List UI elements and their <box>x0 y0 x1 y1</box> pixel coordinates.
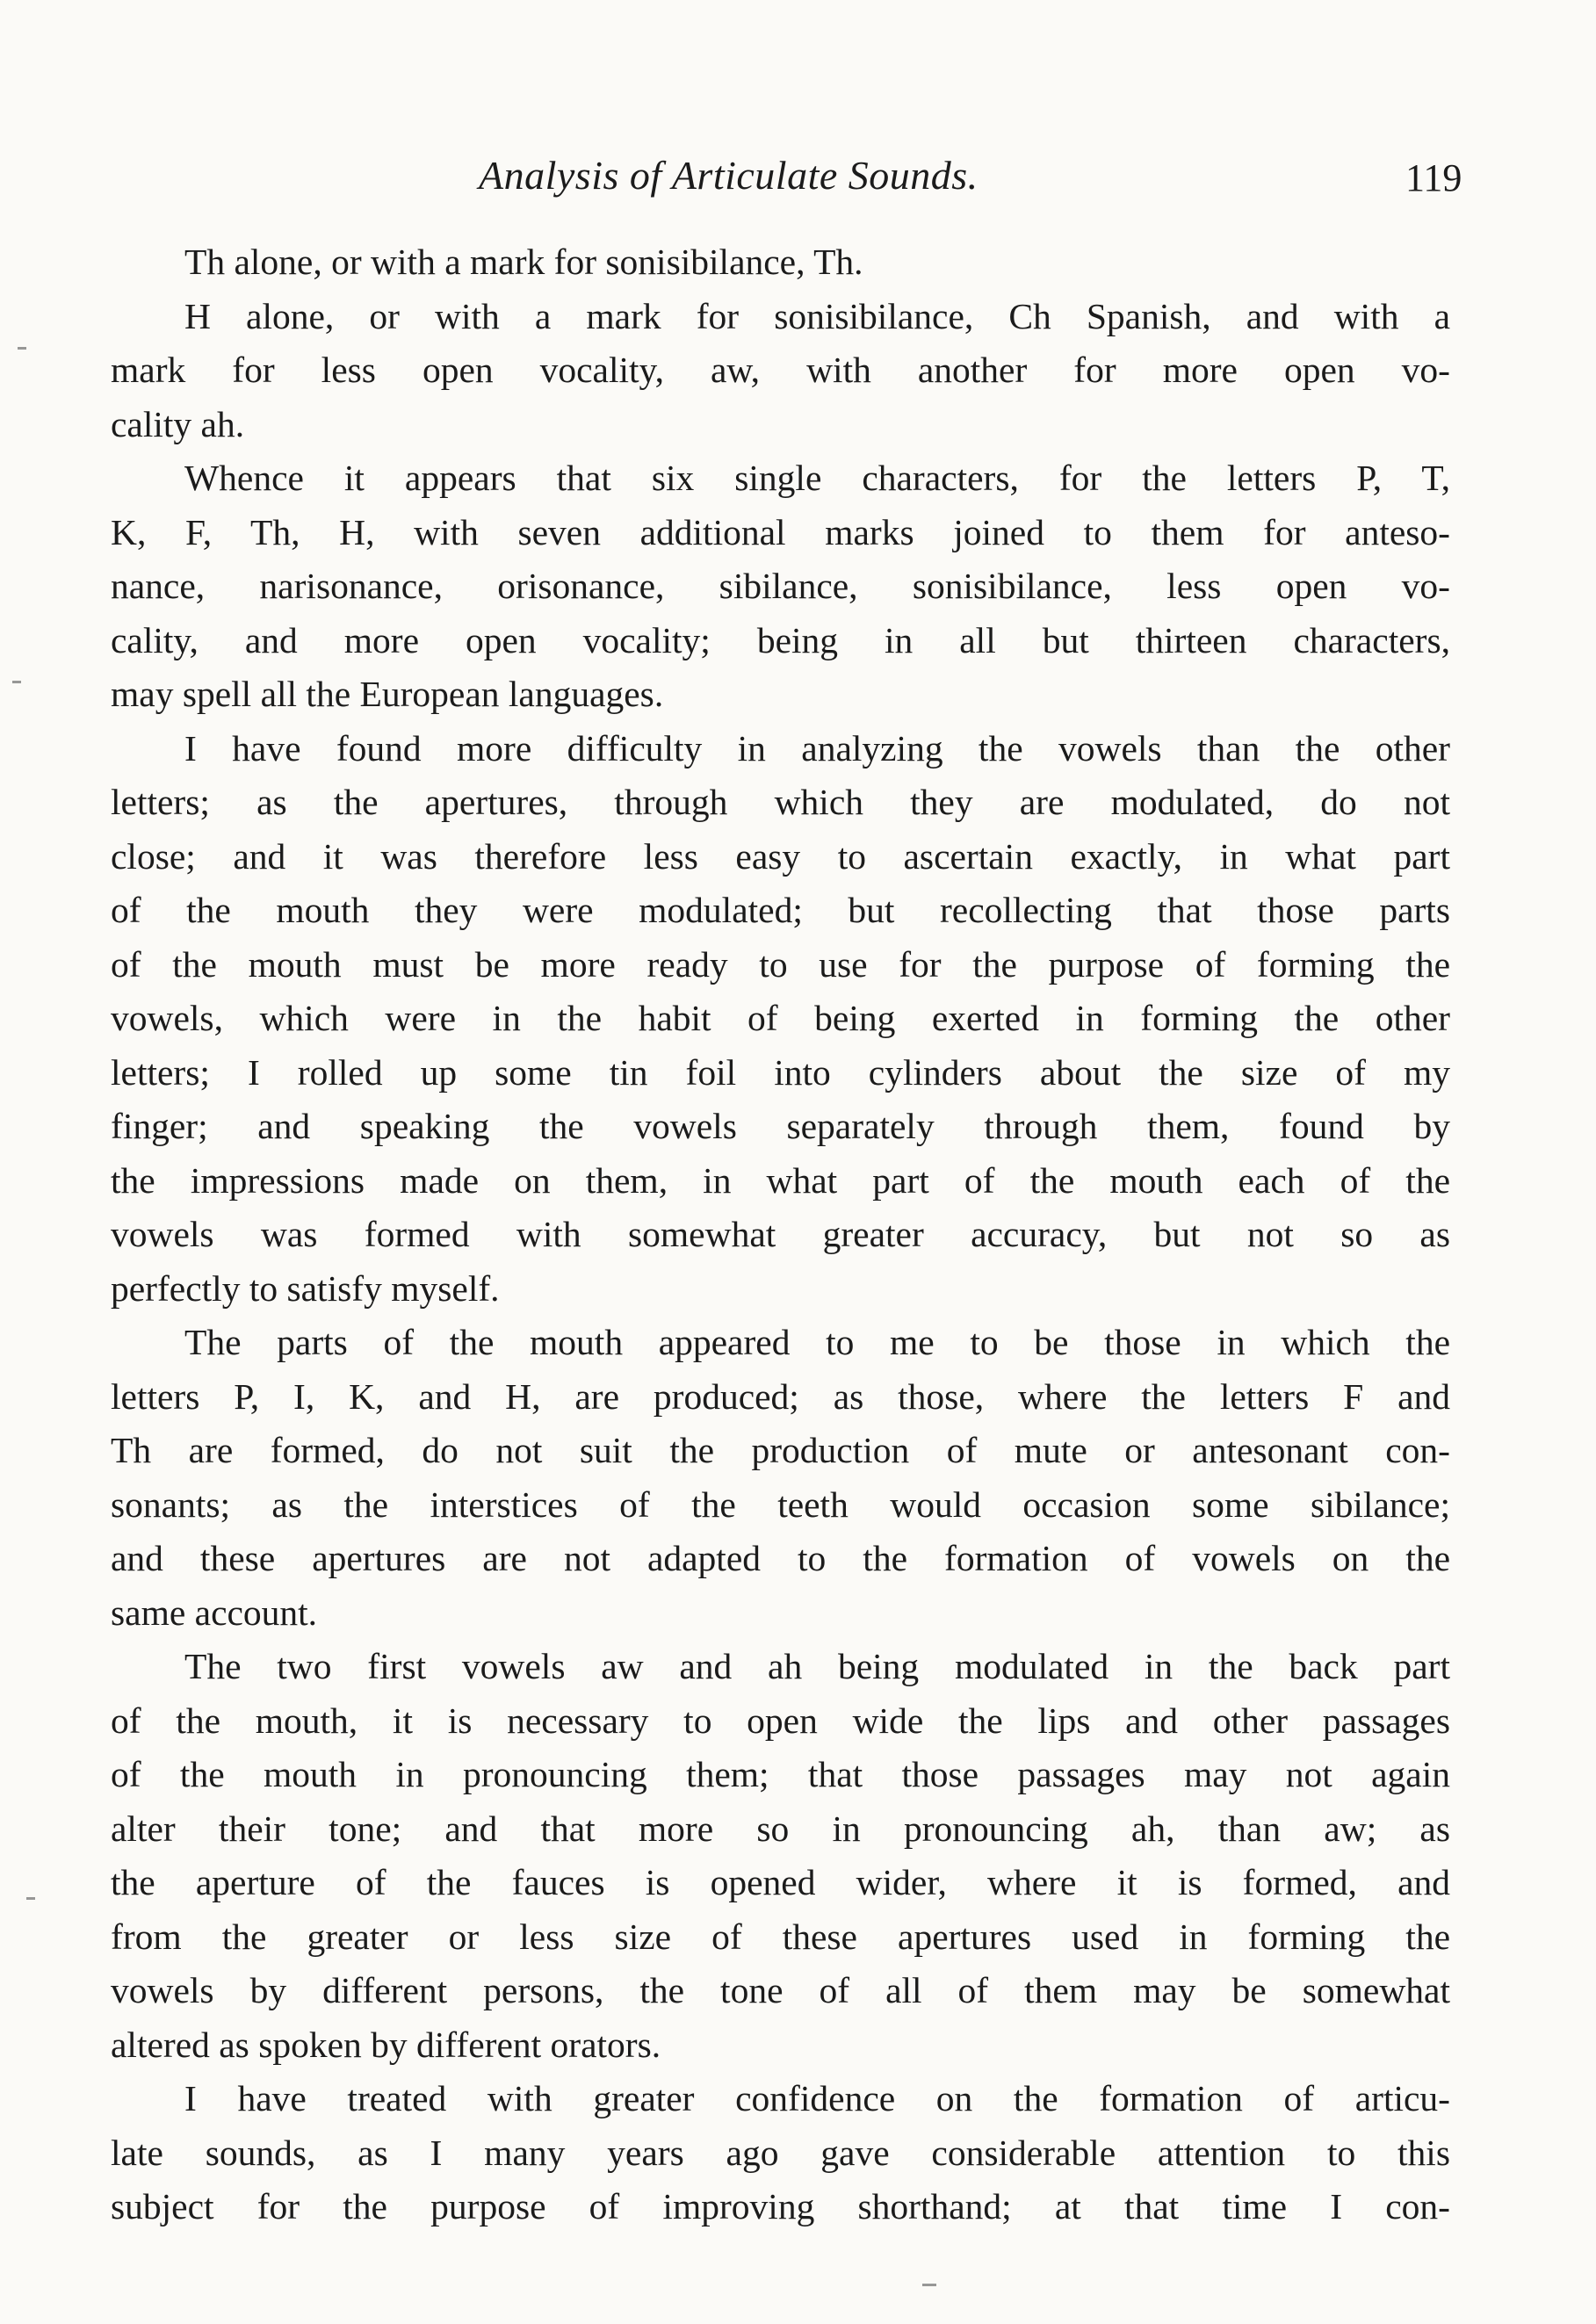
text-line: nance, narisonance, orisonance, sibilance, sonisibilance, less open vo- <box>111 566 1450 606</box>
body-text <box>111 235 1450 2234</box>
text-line: of the mouth, it is necessary to open wide the lips and other passages <box>111 1700 1450 1741</box>
text-line: of the mouth must be more ready to use for the purpose of forming the <box>111 943 1450 985</box>
text-line: alter their tone; and that more so in pronouncing ah, than aw; as <box>111 1808 1450 1849</box>
text-line: letters; I rolled up some tin foil into cylinders about the size of my <box>111 1051 1450 1093</box>
text-line: and these apertures are not adapted to the formation of vowels on the <box>111 1538 1450 1578</box>
paragraph <box>111 451 1450 722</box>
text-line: The parts of the mouth appeared to me to be those in which the <box>184 1322 1450 1362</box>
text-line: of the mouth in pronouncing them; that those passages may not again <box>111 1754 1450 1794</box>
margin-mark <box>922 2284 936 2286</box>
margin-mark <box>18 347 26 350</box>
running-title: Analysis of Articulate Sounds. <box>479 153 979 198</box>
margin-mark <box>26 1897 35 1900</box>
text-line: altered as spoken by different orators. <box>111 2024 661 2065</box>
page-number: 119 <box>1405 156 1462 199</box>
paragraph <box>111 1640 1450 2072</box>
text-line: I have treated with greater confidence on the formation of articu- <box>184 2078 1450 2118</box>
text-line: the aperture of the fauces is opened wider, where it is formed, and <box>111 1862 1450 1902</box>
text-line: late sounds, as I many years ago gave considerable attention to this <box>111 2132 1450 2173</box>
text-line: cality ah. <box>111 403 245 444</box>
text-line: subject for the purpose of improving shorthand; at that time I con- <box>111 2186 1450 2227</box>
text-line: perfectly to satisfy myself. <box>111 1267 500 1309</box>
text-line: of the mouth they were modulated; but recollecting that those parts <box>111 890 1450 930</box>
text-line: K, F, Th, H, with seven additional marks joined to them for anteso- <box>111 511 1450 552</box>
text-line: Th are formed, do not suit the production of mute or antesonant con- <box>111 1430 1450 1470</box>
text-line: Whence it appears that six single characters, for the letters P, T, <box>184 458 1450 498</box>
text-line: The two first vowels aw and ah being modulated in the back part <box>184 1646 1450 1686</box>
text-line: sonants; as the interstices of the teeth would occasion some sibilance; <box>111 1483 1450 1525</box>
paragraph <box>111 2072 1450 2234</box>
text-line: from the greater or less size of these apertures used in forming the <box>111 1916 1450 1957</box>
page-header <box>0 145 1596 206</box>
text-line: close; and it was therefore less easy to ascertain exactly, in what part <box>111 835 1450 877</box>
text-line: letters; as the apertures, through which they are modulated, do not <box>111 782 1450 822</box>
paragraph <box>111 1316 1450 1640</box>
paragraph <box>111 290 1450 452</box>
text-line: vowels, which were in the habit of being exerted in forming the other <box>111 998 1450 1038</box>
text-line: finger; and speaking the vowels separately through them, found by <box>111 1106 1450 1146</box>
paragraph <box>111 722 1450 1317</box>
text-line: cality, and more open vocality; being in all but thirteen characters, <box>111 619 1450 660</box>
text-line: may spell all the European languages. <box>111 674 664 714</box>
text-line: the impressions made on them, in what part of the mouth each of the <box>111 1159 1450 1201</box>
text-line: H alone, or with a mark for sonisibilance, Ch Spanish, and with a <box>184 295 1450 336</box>
text-line: Th alone, or with a mark for sonisibilance, Th. <box>184 242 863 282</box>
text-line: letters P, I, K, and H, are produced; as those, where the letters F and <box>111 1375 1450 1417</box>
paragraph <box>111 235 1450 290</box>
text-line: I have found more difficulty in analyzing the vowels than the other <box>184 727 1450 769</box>
text-line: vowels by different persons, the tone of all of them may be somewhat <box>111 1970 1450 2010</box>
text-line: same account. <box>111 1591 318 1633</box>
text-line: vowels was formed with somewhat greater accuracy, but not so as <box>111 1214 1450 1254</box>
text-line: mark for less open vocality, aw, with another for more open vo- <box>111 350 1450 390</box>
margin-mark <box>12 681 21 683</box>
